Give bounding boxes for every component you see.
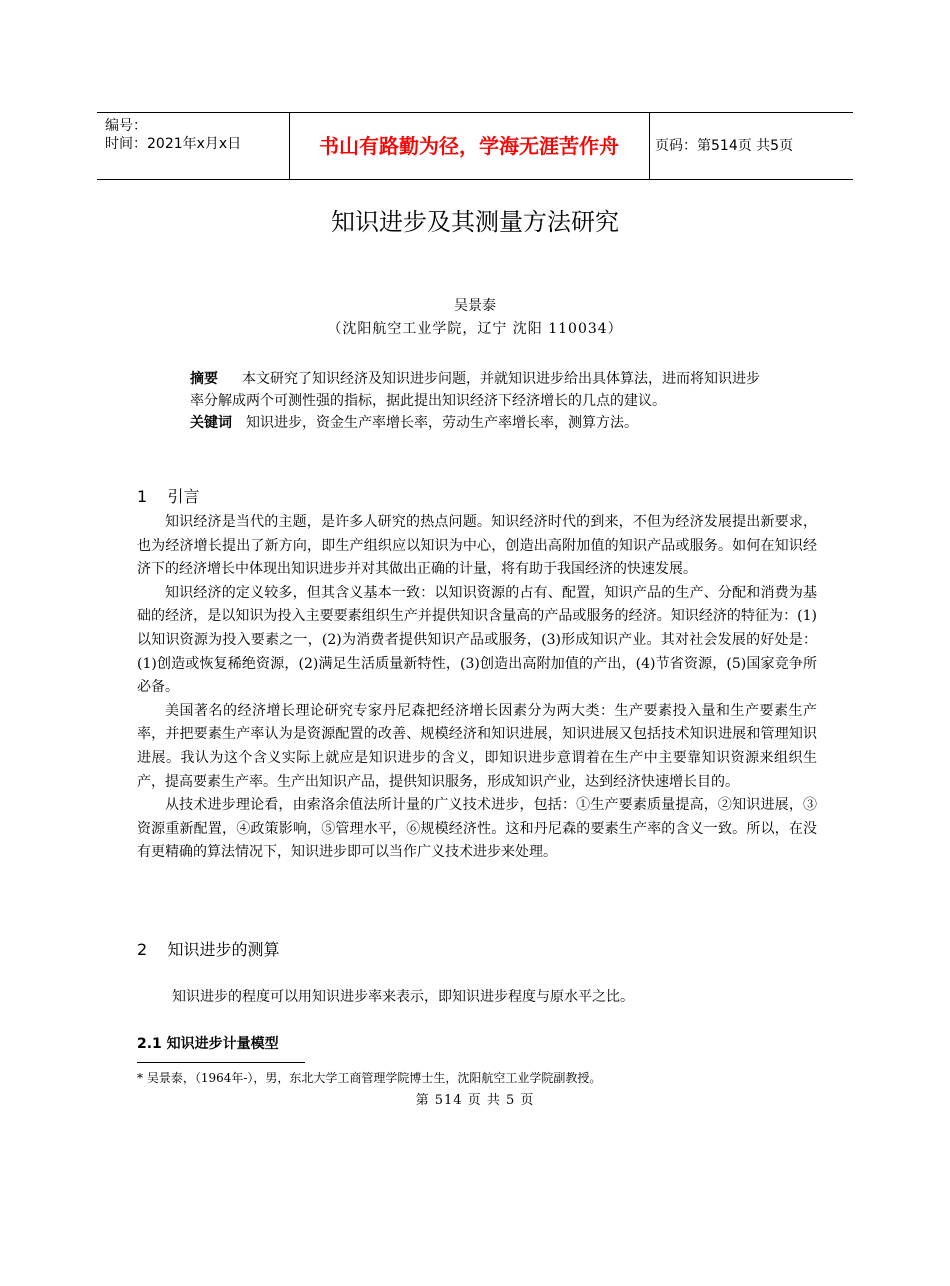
page-footer: 第 514 页 共 5 页 xyxy=(415,1093,535,1108)
abstract-label: 摘要 xyxy=(190,371,218,387)
footnote-divider xyxy=(137,1062,305,1063)
subsection-2-1-heading: 2.1 知识进步计量模型 xyxy=(137,1036,279,1052)
keywords-label: 关键词 xyxy=(190,415,232,431)
abstract-block xyxy=(190,368,770,434)
header-divider xyxy=(649,113,650,179)
time-label: 时间：2021年x月x日 xyxy=(105,136,242,152)
document-header xyxy=(97,112,853,180)
footnote: * 吴景泰，（1964年-），男，东北大学工商管理学院博士生，沈阳航空工业学院副教授。 xyxy=(137,1071,602,1085)
paper-title: 知识进步及其测量方法研究 xyxy=(331,208,619,236)
header-meta xyxy=(105,117,241,153)
header-motto: 书山有路勤为径，学海无涯苦作舟 xyxy=(319,134,619,158)
paragraph: 从技术进步理论看，由索洛余值法所计量的广义技术进步，包括：①生产要素质量提高，②知识进展，③资源重新配置，④政策影响，⑤管理水平，⑥规模经济性。这和丹尼森的要素生产率的含义一致。所以，在没有更精确的算法情况下，知识进步即可以当作广义技术进步来处理。 xyxy=(137,797,817,861)
paragraph: 知识经济的定义较多，但其含义基本一致：以知识资源的占有、配置，知识产品的生产、分配和消费为基础的经济，是以知识为投入主要要素组织生产并提供知识含量高的产品或服务的经济。知识经济的特征为：(1)以知识资源为投入要素之一，(2)为消费者提供知识产品或服务，(3)形成知识产业。其对社会发展的好处是：(1)创造或恢复稀绝资源，(2)满足生活质量新特性，(3)创造出高附加值的产出，(4)节省资源，(5)国家竞争所必备。 xyxy=(137,584,817,696)
section-2-body xyxy=(137,986,817,1010)
author: 吴景泰 xyxy=(454,298,496,314)
section-1-heading: 1 引言 xyxy=(137,487,200,506)
paragraph: 知识经济是当代的主题，是许多人研究的热点问题。知识经济时代的到来，不但为经济发展提出新要求，也为经济增长提出了新方向，即生产组织应以知识为中心，创造出高附加值的知识产品或服务。如何在知识经济下的经济增长中体现出知识进步并对其做出正确的计量，将有助于我国经济的快速发展。 xyxy=(137,514,817,578)
affiliation: （沈阳航空工业学院，辽宁 沈阳 110034） xyxy=(327,321,623,337)
keywords xyxy=(190,412,770,434)
paragraph: 美国著名的经济增长理论研究专家丹尼森把经济增长因素分为两大类：生产要素投入量和生产要素生产率，并把要素生产率认为是资源配置的改善、规模经济和知识进展，知识进展又包括技术知识进展和管理知识进展。我认为这个含义实际上就应是知识进步的含义，即知识进步意谓着在生产中主要靠知识资源来组织生产，提高要素生产率。生产出知识产品，提供知识服务，形成知识产业，达到经济快速增长目的。 xyxy=(137,702,817,790)
paragraph: 知识进步的程度可以用知识进步率来表示，即知识进步程度与原水平之比。 xyxy=(172,989,634,1005)
section-1-body xyxy=(137,511,817,865)
abstract xyxy=(190,368,770,412)
keywords-text: 知识进步，资金生产率增长率，劳动生产率增长率，测算方法。 xyxy=(246,415,638,431)
header-page-info: 页码：第514页 共5页 xyxy=(655,138,794,154)
abstract-text: 本文研究了知识经济及知识进步问题，并就知识进步给出具体算法，进而将知识进步率分解成两个可测性强的指标，据此提出知识经济下经济增长的几点的建议。 xyxy=(190,371,760,409)
section-2-heading: 2 知识进步的测算 xyxy=(137,940,280,959)
number-label: 编号： xyxy=(105,118,147,134)
